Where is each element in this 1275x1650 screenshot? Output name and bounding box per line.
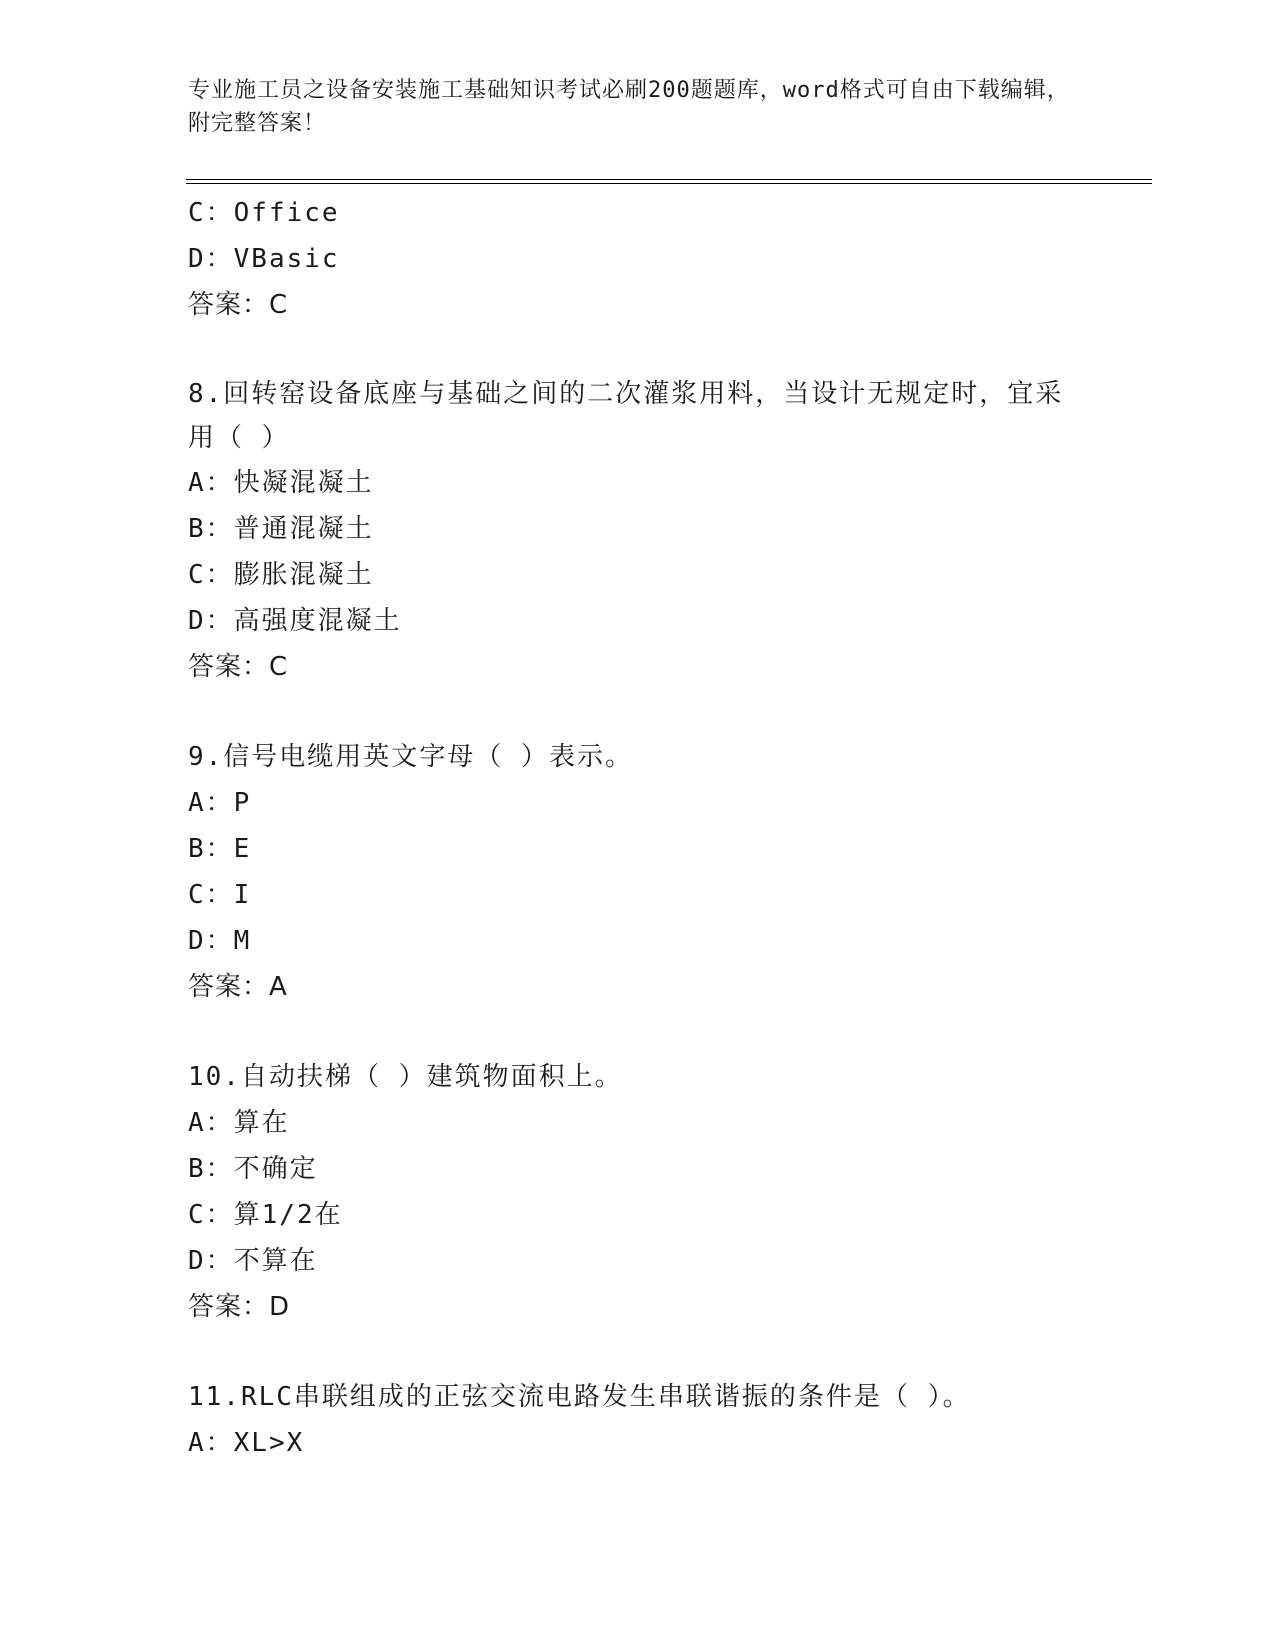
option-b: B：普通混凝土 bbox=[188, 514, 374, 544]
option-b: B：不确定 bbox=[188, 1154, 318, 1184]
spacer bbox=[188, 1010, 1088, 1054]
option-c: C：算1/2在 bbox=[188, 1200, 343, 1230]
question-stem-11: 11.RLC串联组成的正弦交流电路发生串联谐振的条件是（ ）。 bbox=[188, 1382, 971, 1412]
question-list bbox=[188, 190, 1088, 1466]
question-stem-9: 9.信号电缆用英文字母（ ）表示。 bbox=[188, 742, 633, 772]
option-c: C：I bbox=[188, 880, 252, 910]
option-a: A：快凝混凝土 bbox=[188, 468, 374, 498]
option-a: A：算在 bbox=[188, 1108, 290, 1138]
header-rule-bottom bbox=[186, 183, 1152, 184]
question-stem-10: 10.自动扶梯（ ）建筑物面积上。 bbox=[188, 1062, 623, 1092]
spacer bbox=[188, 1330, 1088, 1374]
option-d: D：M bbox=[188, 926, 252, 956]
answer: 答案：C bbox=[188, 290, 289, 320]
spacer bbox=[188, 328, 1088, 372]
answer: 答案：A bbox=[188, 972, 288, 1002]
option-d: D：高强度混凝土 bbox=[188, 606, 402, 636]
header-rule-top bbox=[186, 179, 1152, 180]
spacer bbox=[188, 690, 1088, 734]
question-stem-8: 8.回转窑设备底座与基础之间的二次灌浆用料，当设计无规定时，宜采用（ ） bbox=[188, 379, 1064, 453]
option-d: D：VBasic bbox=[188, 244, 340, 274]
option-a: A：XL>X bbox=[188, 1428, 305, 1458]
option-d: D：不算在 bbox=[188, 1246, 318, 1276]
option-a: A：P bbox=[188, 788, 252, 818]
document-header: 专业施工员之设备安装施工基础知识考试必刷200题题库，word格式可自由下载编辑，附完整答案！ bbox=[188, 78, 1070, 136]
option-b: B：E bbox=[188, 834, 252, 864]
option-c: C：Office bbox=[188, 198, 340, 228]
option-c: C：膨胀混凝土 bbox=[188, 560, 374, 590]
answer: 答案：C bbox=[188, 652, 289, 682]
answer: 答案：D bbox=[188, 1292, 291, 1322]
